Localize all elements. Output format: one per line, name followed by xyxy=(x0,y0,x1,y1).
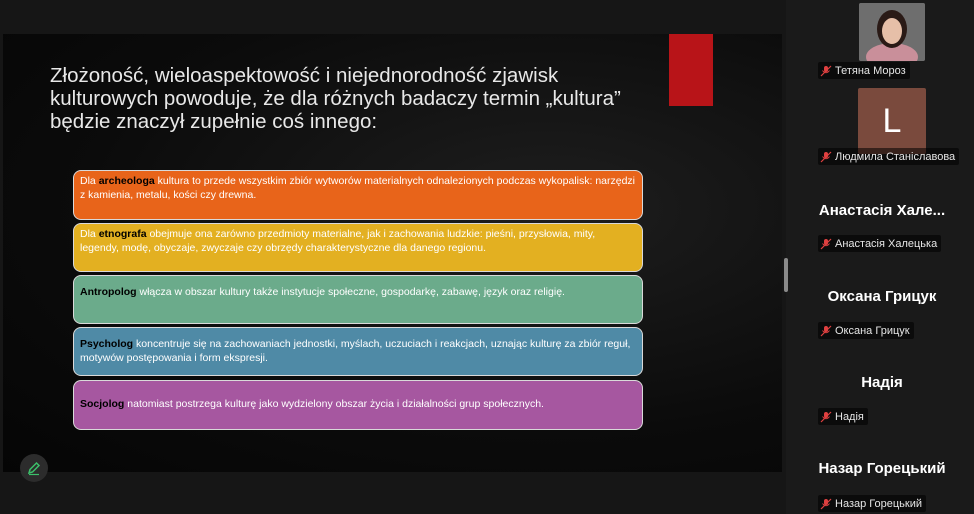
participant-label: Оксана Грицук xyxy=(818,322,914,339)
participant-label: Назар Горецький xyxy=(818,495,926,512)
participant-tile[interactable] xyxy=(790,428,974,514)
participant-video xyxy=(859,3,925,61)
red-accent-bar xyxy=(669,34,713,106)
antropolog-box: Antropolog włącza w obszar kultury także instytucje społeczne, gospodarkę, zabawę, język oraz religię. xyxy=(73,275,643,324)
mic-muted-icon xyxy=(820,325,832,337)
participant-label: Людмила Станіславова xyxy=(818,148,959,165)
mic-muted-icon xyxy=(820,238,832,250)
socjolog-box: Socjolog natomiast postrzega kulturę jako wydzielony obszar życia i działalności grup społecznych. xyxy=(73,380,643,430)
mic-muted-icon xyxy=(820,498,832,510)
participant-tile[interactable] xyxy=(790,256,974,342)
participant-tile[interactable] xyxy=(790,0,974,80)
participant-display-name: Назар Горецький xyxy=(818,460,946,477)
mic-muted-icon xyxy=(820,411,832,423)
participant-label: Анастасія Халецька xyxy=(818,235,941,252)
annotate-button[interactable] xyxy=(20,454,48,482)
etnograf-box: Dla etnografa obejmuje ona zarówno przedmioty materialne, jak i zachowania ludzkie: pieśni, przysłowia, mity, legendy, modę, obyczaje, zwyczaje czy obrzędy charakterystyczne dla danego regionu. xyxy=(73,223,643,272)
participant-display-name: Оксана Грицук xyxy=(827,288,937,305)
archeolog-box: Dla archeologa kultura to przede wszystkim zbiór wytworów materialnych odnalezionych podczas wykopalisk: narzędzi z kamienia, metalu, kości czy drewna. xyxy=(73,170,643,220)
participant-tile[interactable] xyxy=(790,170,974,256)
participant-label: Тетяна Мороз xyxy=(818,62,910,79)
panel-resize-handle[interactable] xyxy=(784,258,788,292)
presentation-slide xyxy=(3,34,782,472)
participant-display-name: Надія xyxy=(861,374,903,391)
psycholog-box: Psycholog koncentruje się na zachowaniach jednostki, myślach, uczuciach i reakcjach, uznając kulturę za zbiór reguł, motywów postępowania i form ekspresji. xyxy=(73,327,643,376)
mic-muted-icon xyxy=(820,65,832,77)
mic-muted-icon xyxy=(820,151,832,163)
pencil-icon xyxy=(26,460,42,476)
participant-display-name: Анастасія Хале... xyxy=(818,202,946,219)
participants-panel xyxy=(790,0,974,514)
participant-label: Надія xyxy=(818,408,868,425)
participant-tile[interactable] xyxy=(790,80,974,170)
participant-tile[interactable] xyxy=(790,342,974,428)
participant-avatar: L xyxy=(858,88,926,154)
slide-title: Złożoność, wieloaspektowość i niejednorodność zjawisk kulturowych powoduje, że dla różnych badaczy termin „kultura” będzie znaczył zupełnie coś innego: xyxy=(50,64,621,133)
